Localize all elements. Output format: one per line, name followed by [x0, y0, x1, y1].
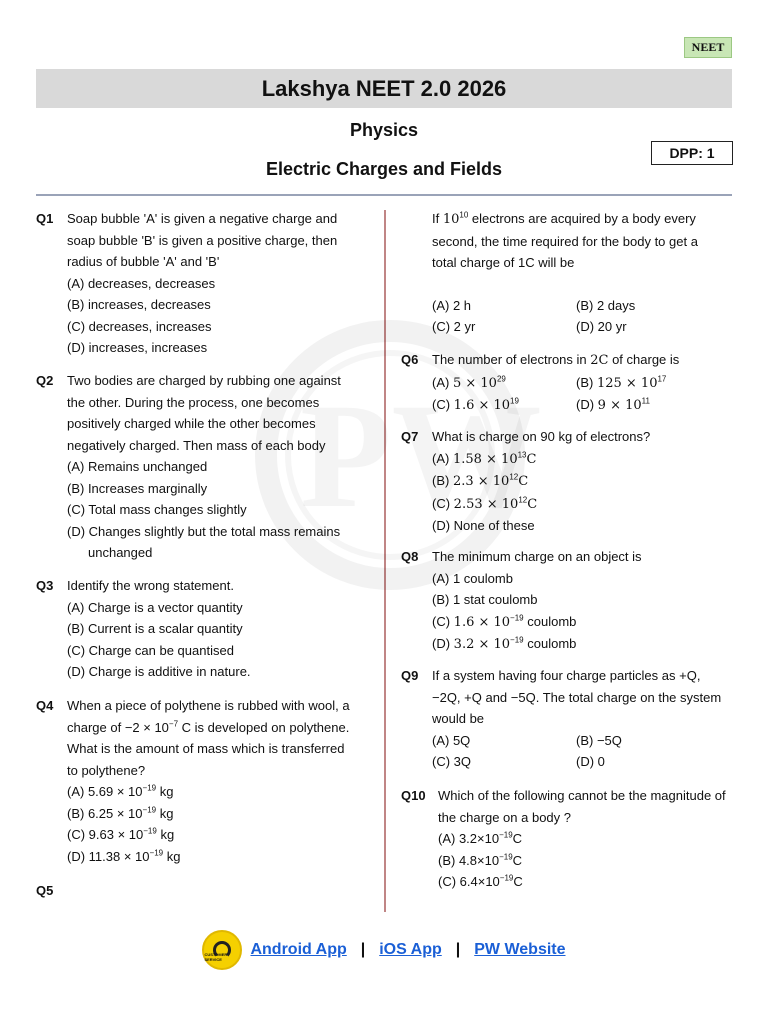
option-c[interactable]: (C) $2.53 \times 10^{12}C$ — [432, 495, 538, 512]
option-a[interactable]: (A) 1 coulomb — [432, 570, 513, 586]
question-stem: If a system having four charge particles as +Q, −2Q, +Q and −5Q. The total charge on the system would be — [432, 668, 722, 726]
question-stem: The number of electrons in 2C of charge is — [432, 352, 680, 368]
option-d[interactable]: (D) 20 yr — [576, 319, 627, 334]
question-number: Q10 — [401, 788, 426, 803]
option-c[interactable]: (C) $1.6 \times 10^{-19}$ coulomb — [432, 613, 577, 630]
option-c[interactable]: (C) $6.4\times 10^{-19}C$ — [438, 873, 523, 889]
separator: | — [455, 941, 461, 958]
option-c[interactable]: (C) decreases, increases — [67, 318, 212, 334]
option-d[interactable]: (D) increases, increases — [67, 340, 208, 355]
option-b[interactable]: (B) Current is a scalar quantity — [67, 621, 243, 636]
question-number: Q6 — [401, 352, 419, 367]
question-stem: When a piece of polythene is rubbed with wool, a charge of $-2 \times 10^{-7}$ C is developed on polythene. What is the amount of mass which is transferred to polythene? — [67, 698, 350, 778]
option-a[interactable]: (A) $5.69 \times 10^{-19}$ kg — [67, 783, 174, 799]
question-number: Q4 — [36, 698, 54, 713]
ios-app-link[interactable]: iOS App — [379, 941, 442, 958]
dpp-box: DPP: 1 — [651, 141, 733, 165]
customer-service-icon[interactable]: CUSTOMER SERVICE — [202, 930, 242, 970]
option-a[interactable]: (A) decreases, decreases — [67, 275, 216, 291]
question-stem: Soap bubble 'A' is given a negative charge and soap bubble 'B' is given a positive charge, then radius of bubble 'A' and 'B' — [67, 211, 338, 269]
question-number: Q5 — [36, 883, 54, 898]
option-d[interactable]: (D) 0 — [576, 754, 605, 769]
question-number: Q7 — [401, 429, 419, 444]
option-b[interactable]: (B) 1 stat coulomb — [432, 592, 538, 607]
option-a[interactable]: (A) $3.2\times 10^{-19}C$ — [438, 830, 523, 846]
option-c[interactable]: (C) Charge can be quantised — [67, 642, 234, 658]
separator: | — [360, 941, 366, 958]
option-b[interactable]: (B) $4.8\times 10^{-19}C$ — [438, 852, 523, 868]
question-number: Q9 — [401, 668, 419, 683]
option-d[interactable]: (D) $9 \times 10^{11}$ — [576, 396, 650, 413]
question-number: Q2 — [36, 373, 54, 388]
option-b[interactable]: (B) 2 days — [576, 297, 636, 313]
option-d[interactable]: (D) None of these — [432, 518, 535, 533]
option-d-continued: unchanged — [88, 545, 153, 560]
option-b[interactable]: (B) increases, decreases — [67, 297, 211, 312]
option-d[interactable]: (D) Changes slightly but the total mass remains — [67, 523, 341, 539]
option-a[interactable]: (A) $1.58 \times 10^{13}C$ — [432, 450, 537, 467]
option-b[interactable]: (B) Increases marginally — [67, 480, 208, 496]
option-c[interactable]: (C) 2 yr — [432, 319, 476, 334]
question-number: Q3 — [36, 578, 54, 593]
question-number: Q1 — [36, 211, 54, 226]
option-c[interactable]: (C) $1.6 \times 10^{19}$ — [432, 396, 519, 413]
option-c[interactable]: (C) $9.63 \times 10^{-19}$ kg — [67, 826, 175, 842]
option-a[interactable]: (A) $5 \times 10^{29}$ — [432, 374, 506, 391]
option-d[interactable]: (D) $11.38 \times 10^{-19}$ kg — [67, 848, 181, 864]
subject-heading: Physics — [349, 120, 419, 140]
chapter-heading: Electric Charges and Fields — [265, 159, 503, 179]
option-a[interactable]: (A) Remains unchanged — [67, 459, 208, 474]
android-app-link[interactable]: Android App — [250, 941, 347, 958]
option-b[interactable]: (B) $6.25 \times 10^{-19}$ kg — [67, 805, 174, 821]
option-a[interactable]: (A) Charge is a vector quantity — [67, 599, 243, 615]
question-stem: Which of the following cannot be the magnitude of the charge on a body ? — [438, 788, 726, 825]
footer-links — [0, 928, 768, 972]
question-stem: Identify the wrong statement. — [67, 578, 234, 593]
option-a[interactable]: (A) 5Q — [432, 732, 471, 748]
question-stem: The minimum charge on an object is — [432, 549, 642, 564]
exam-badge: NEET — [684, 37, 732, 58]
header-divider — [36, 194, 732, 196]
pw-website-link[interactable]: PW Website — [474, 941, 566, 958]
question-stem: Two bodies are charged by rubbing one against the other. During the process, one becomes positively charged while the other becomes negatively charged. Then mass of each body — [67, 373, 341, 453]
option-d[interactable]: (D) $3.2 \times 10^{-19}$ coulomb — [432, 635, 577, 652]
option-c[interactable]: (C) 3Q — [432, 754, 471, 769]
option-b[interactable]: (B) $125 \times 10^{17}$ — [576, 374, 667, 391]
option-b[interactable]: (B) $2.3 \times 10^{12}C$ — [432, 472, 529, 489]
option-c[interactable]: (C) Total mass changes slightly — [67, 502, 247, 517]
option-a[interactable]: (A) 2 h — [432, 297, 472, 313]
option-d[interactable]: (D) Charge is additive in nature. — [67, 664, 251, 679]
question-number: Q8 — [401, 549, 419, 564]
page-title: Lakshya NEET 2.0 2026 — [36, 69, 732, 108]
question-stem: What is charge on 90 kg of electrons? — [432, 429, 651, 444]
option-b[interactable]: (B) −5Q — [576, 732, 622, 748]
question-stem: If $10^{10}$ electrons are acquired by a body every second, the time required for the body to get a total charge of 1C will be — [432, 210, 698, 270]
